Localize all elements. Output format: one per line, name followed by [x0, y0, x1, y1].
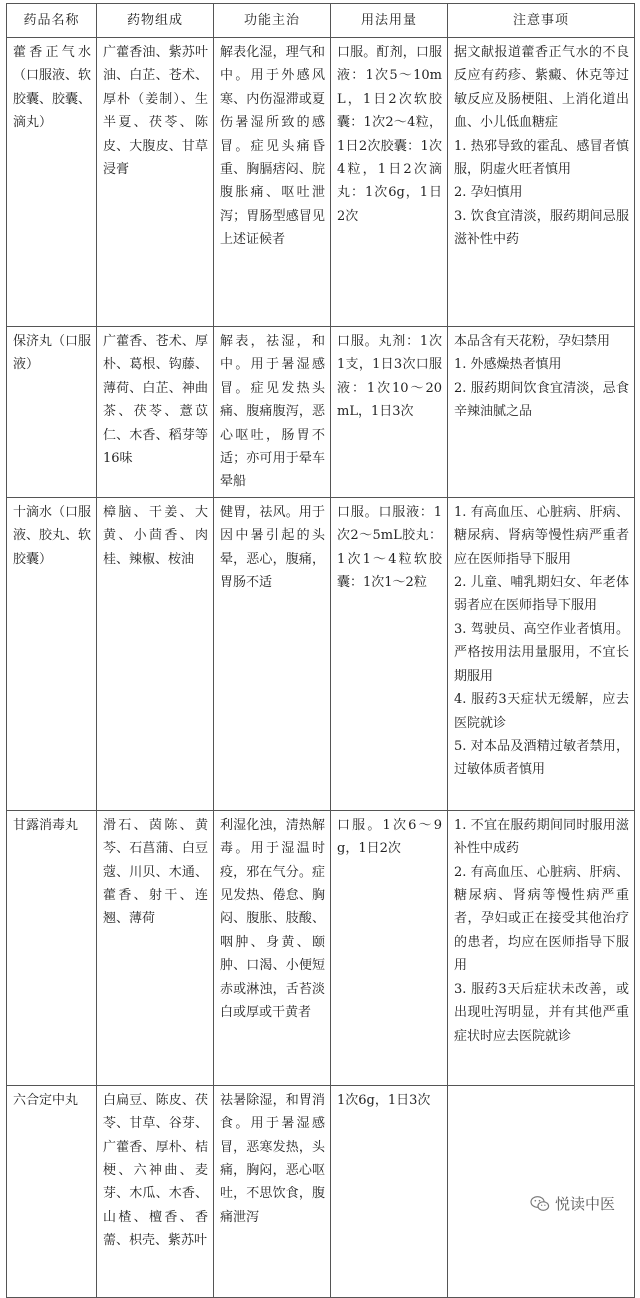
- composition-cell: 广藿香油、紫苏叶油、白芷、苍术、厚朴（姜制）、生半夏、茯苓、陈皮、大腹皮、甘草浸膏: [97, 38, 214, 327]
- header-composition: 药物组成: [97, 4, 214, 38]
- notes-cell: [448, 497, 635, 810]
- function-cell: 祛暑除湿，和胃消食。用于暑湿感冒，恶寒发热，头痛，胸闷，恶心呕吐，不思饮食，腹痛泄泻: [214, 1085, 331, 1297]
- note-line: 3. 饮食宜清淡，服药期间忌服滋补性中药: [454, 208, 629, 248]
- table-row: [7, 38, 635, 327]
- table-row: [7, 497, 635, 810]
- note-line: 4. 服药3天症状无缓解，应去医院就诊: [454, 692, 629, 731]
- wechat-icon: [530, 1195, 550, 1213]
- usage-cell: 口服。1次6～9g，1日2次: [331, 810, 448, 1085]
- watermark-text: 悦读中医: [554, 1195, 615, 1213]
- note-line: 据文献报道藿香正气水的不良反应有药疹、紫癜、休克等过敏反应及肠梗阻、上消化道出血、小儿低血糖症: [454, 45, 629, 131]
- note-line: 5. 对本品及酒精过敏者禁用，过敏体质者慎用: [454, 738, 629, 778]
- drug-name-cell: 甘露消毒丸: [7, 810, 97, 1085]
- usage-cell: 口服。酊剂，口服液：1次5～10mL，1日2次软胶囊：1次2～4粒，1日2次胶囊：1次4粒，1日2次滴丸：1次6g，1日2次: [331, 38, 448, 327]
- note-line: 1. 有高血压、心脏病、肝病、糖尿病、肾病等慢性病严重者应在医师指导下服用: [454, 504, 629, 567]
- usage-cell: 口服。丸剂：1次1支，1日3次口服液：1次10～20mL，1日3次: [331, 327, 448, 498]
- function-cell: 利湿化浊，清热解毒。用于湿温时疫，邪在气分。症见发热、倦怠、胸闷、腹胀、肢酸、咽肿、身黄、颐肿、口渴、小便短赤或淋浊，舌苔淡白或厚或干黄者: [214, 810, 331, 1085]
- composition-cell: 白扁豆、陈皮、茯苓、甘草、谷芽、广藿香、厚朴、桔梗、六神曲、麦芽、木瓜、木香、山楂、檀香、香薷、枳壳、紫苏叶: [97, 1085, 214, 1297]
- notes-cell: [448, 38, 635, 327]
- table-row: [7, 327, 635, 498]
- note-line: 1. 外感燥热者慎用: [454, 357, 562, 373]
- header-usage: 用法用量: [331, 4, 448, 38]
- watermark: [527, 1192, 618, 1215]
- note-line: 3. 驾驶员、高空作业者慎用。严格按用法用量服用，不宜长期服用: [454, 621, 629, 684]
- note-line: 2. 儿童、哺乳期妇女、年老体弱者应在医师指导下服用: [454, 575, 629, 614]
- note-line: 本品含有天花粉，孕妇禁用: [454, 334, 611, 349]
- notes-cell: [448, 810, 635, 1085]
- composition-cell: 樟脑、干姜、大黄、小茴香、肉桂、辣椒、桉油: [97, 497, 214, 810]
- composition-cell: 广藿香、苍术、厚朴、葛根、钩藤、薄荷、白芷、神曲茶、茯苓、薏苡仁、木香、稻芽等16味: [97, 327, 214, 498]
- usage-cell: 口服。口服液：1次2～5mL胶丸：1次1～4粒软胶囊：1次1～2粒: [331, 497, 448, 810]
- header-drug-name: 药品名称: [7, 4, 97, 38]
- note-line: 1. 不宜在服药期间同时服用滋补性中成药: [454, 817, 629, 857]
- note-line: 2. 服药期间饮食宜清淡，忌食辛辣油腻之品: [454, 380, 629, 420]
- function-cell: 解表化湿，理气和中。用于外感风寒、内伤湿滞或夏伤暑湿所致的感冒。症见头痛昏重、胸膈痞闷、脘腹胀痛、呕吐泄泻；胃肠型感冒见上述证候者: [214, 38, 331, 327]
- composition-cell: 滑石、茵陈、黄芩、石菖蒲、白豆蔻、川贝、木通、藿香、射干、连翘、薄荷: [97, 810, 214, 1085]
- note-line: 3. 服药3天后症状未改善，或出现吐泻明显，并有其他严重症状时应去医院就诊: [454, 981, 629, 1044]
- note-line: 1. 热邪导致的霍乱、感冒者慎服，阴虚火旺者慎用: [454, 138, 629, 178]
- header-function: 功能主治: [214, 4, 331, 38]
- notes-cell: [448, 327, 635, 498]
- table-body: [7, 38, 635, 1298]
- drug-name-cell: 藿香正气水（口服液、软胶囊、胶囊、滴丸）: [7, 38, 97, 327]
- note-line: 2. 孕妇慎用: [454, 185, 523, 201]
- table-header-row: [7, 4, 635, 38]
- drug-name-cell: 六合定中丸: [7, 1085, 97, 1297]
- function-cell: 解表，祛湿，和中。用于暑湿感冒。症见发热头痛、腹痛腹泻，恶心呕吐，肠胃不适；亦可用于晕车晕船: [214, 327, 331, 498]
- medicine-table: [6, 3, 635, 1298]
- function-cell: 健胃，祛风。用于因中暑引起的头晕，恶心，腹痛，胃肠不适: [214, 497, 331, 810]
- header-notes: 注意事项: [448, 4, 635, 38]
- table-row: [7, 810, 635, 1085]
- usage-cell: 1次6g，1日3次: [331, 1085, 448, 1297]
- drug-name-cell: 十滴水（口服液、胶丸、软胶囊）: [7, 497, 97, 810]
- note-line: 2. 有高血压、心脏病、肝病、糖尿病、肾病等慢性病严重者，孕妇或正在接受其他治疗的患者，均应在医师指导下服用: [454, 864, 629, 974]
- drug-name-cell: 保济丸（口服液）: [7, 327, 97, 498]
